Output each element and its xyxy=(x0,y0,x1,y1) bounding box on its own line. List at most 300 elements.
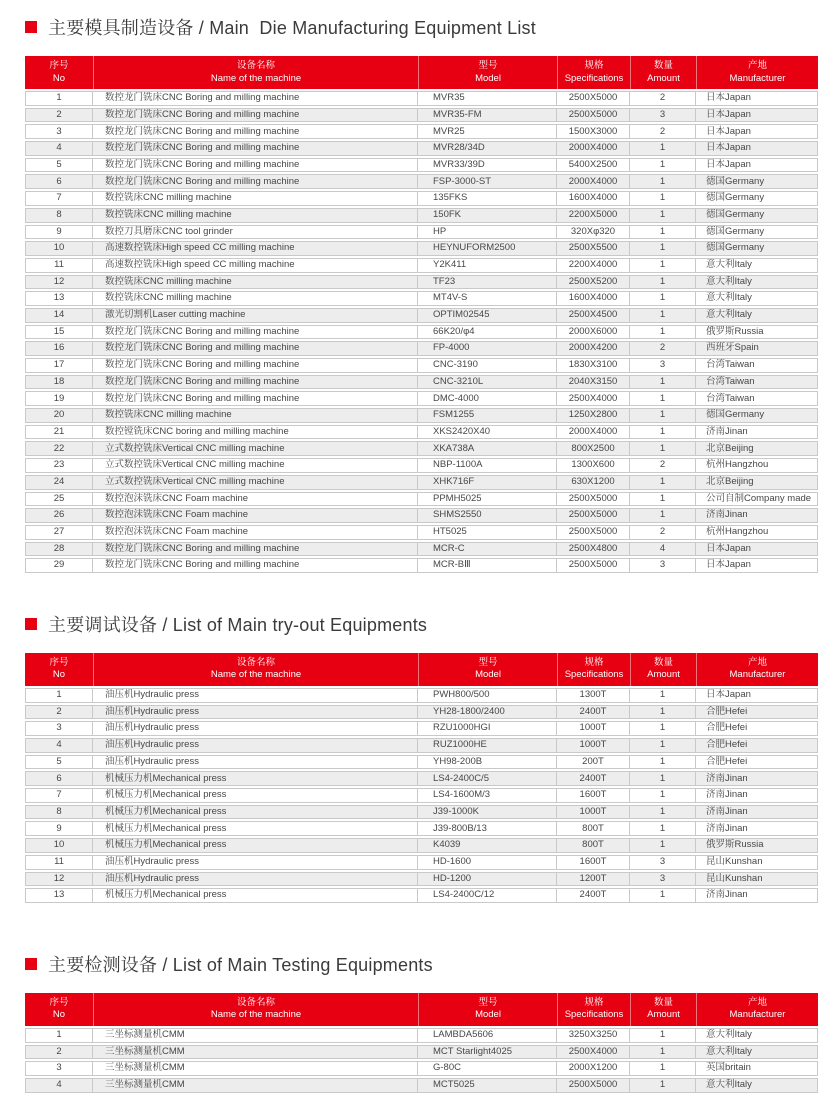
table-row xyxy=(25,525,818,540)
cell-name: 数控铣床CNC milling machine xyxy=(93,275,418,290)
cell-manufacturer: 台湾Taiwan xyxy=(696,391,818,406)
cell-amount: 1 xyxy=(630,755,696,770)
table-row xyxy=(25,108,818,123)
red-square-bullet-icon xyxy=(25,21,37,33)
cell-no: 6 xyxy=(25,771,93,786)
cell-no: 24 xyxy=(25,475,93,490)
table-row xyxy=(25,1045,818,1060)
cell-model: HD-1200 xyxy=(418,872,557,887)
table-row xyxy=(25,1078,818,1093)
cell-specifications: 1600T xyxy=(557,855,630,870)
cell-model: MCR-C xyxy=(418,542,557,557)
cell-amount: 1 xyxy=(630,375,696,390)
cell-name: 立式数控铣床Vertical CNC milling machine xyxy=(93,458,418,473)
cell-amount: 1 xyxy=(630,738,696,753)
cell-manufacturer: 济南Jinan xyxy=(696,425,818,440)
cell-amount: 1 xyxy=(630,391,696,406)
cell-manufacturer: 德国Germany xyxy=(696,208,818,223)
table-row xyxy=(25,308,818,323)
cell-no: 13 xyxy=(25,888,93,903)
cell-name: 机械压力机Mechanical press xyxy=(93,805,418,820)
red-square-bullet-icon xyxy=(25,618,37,630)
cell-amount: 1 xyxy=(630,492,696,507)
table-row xyxy=(25,508,818,523)
cell-manufacturer: 意大利Italy xyxy=(696,1028,818,1043)
cell-no: 26 xyxy=(25,508,93,523)
cell-specifications: 1000T xyxy=(557,721,630,736)
column-header-amount: 数量 Amount xyxy=(630,653,696,686)
cell-specifications: 1830X3100 xyxy=(557,358,630,373)
cell-no: 11 xyxy=(25,855,93,870)
cell-specifications: 2000X4200 xyxy=(557,341,630,356)
cell-no: 21 xyxy=(25,425,93,440)
cell-no: 2 xyxy=(25,705,93,720)
cell-specifications: 1300T xyxy=(557,688,630,703)
cell-specifications: 2500X5000 xyxy=(557,558,630,573)
table-row xyxy=(25,805,818,820)
cell-specifications: 200T xyxy=(557,755,630,770)
cell-amount: 2 xyxy=(630,124,696,139)
cell-manufacturer: 昆山Kunshan xyxy=(696,855,818,870)
cell-no: 8 xyxy=(25,805,93,820)
cell-amount: 1 xyxy=(630,688,696,703)
cell-name: 数控铣床CNC milling machine xyxy=(93,208,418,223)
cell-manufacturer: 俄罗斯Russia xyxy=(696,325,818,340)
cell-specifications: 2500X5000 xyxy=(557,508,630,523)
cell-model: MVR28/34D xyxy=(418,141,557,156)
cell-specifications: 800T xyxy=(557,821,630,836)
cell-model: PPMH5025 xyxy=(418,492,557,507)
cell-model: LS4-2400C/12 xyxy=(418,888,557,903)
cell-name: 立式数控铣床Vertical CNC milling machine xyxy=(93,441,418,456)
cell-amount: 1 xyxy=(630,308,696,323)
cell-amount: 1 xyxy=(630,425,696,440)
table-row xyxy=(25,1061,818,1076)
cell-no: 3 xyxy=(25,721,93,736)
cell-specifications: 1600X4000 xyxy=(557,291,630,306)
cell-amount: 3 xyxy=(630,855,696,870)
cell-specifications: 2500X4500 xyxy=(557,308,630,323)
cell-model: DMC-4000 xyxy=(418,391,557,406)
table-row xyxy=(25,358,818,373)
table-row xyxy=(25,441,818,456)
cell-amount: 1 xyxy=(630,788,696,803)
table-row xyxy=(25,141,818,156)
cell-amount: 1 xyxy=(630,258,696,273)
cell-model: MCT Starlight4025 xyxy=(418,1045,557,1060)
column-header-model: 型号 Model xyxy=(418,56,557,89)
cell-model: CNC-3210L xyxy=(418,375,557,390)
cell-no: 10 xyxy=(25,838,93,853)
cell-manufacturer: 德国Germany xyxy=(696,241,818,256)
cell-amount: 1 xyxy=(630,441,696,456)
cell-model: HEYNUFORM2500 xyxy=(418,241,557,256)
cell-specifications: 2500X5000 xyxy=(557,492,630,507)
cell-specifications: 630X1200 xyxy=(557,475,630,490)
cell-specifications: 2500X5000 xyxy=(557,1078,630,1093)
cell-no: 5 xyxy=(25,158,93,173)
cell-name: 数控龙门铣床CNC Boring and milling machine xyxy=(93,141,418,156)
cell-specifications: 2400T xyxy=(557,888,630,903)
table-header-row xyxy=(25,993,818,1026)
table-row xyxy=(25,888,818,903)
cell-model: MCR-BⅢ xyxy=(418,558,557,573)
cell-model: HD-1600 xyxy=(418,855,557,870)
cell-no: 8 xyxy=(25,208,93,223)
cell-name: 数控龙门铣床CNC Boring and milling machine xyxy=(93,358,418,373)
cell-no: 7 xyxy=(25,788,93,803)
cell-specifications: 800T xyxy=(557,838,630,853)
cell-manufacturer: 日本Japan xyxy=(696,141,818,156)
column-header-specifications: 规格 Specifications xyxy=(557,56,630,89)
cell-specifications: 2500X5500 xyxy=(557,241,630,256)
cell-model: MVR25 xyxy=(418,124,557,139)
cell-amount: 1 xyxy=(630,225,696,240)
cell-manufacturer: 日本Japan xyxy=(696,158,818,173)
cell-no: 17 xyxy=(25,358,93,373)
cell-specifications: 3250X3250 xyxy=(557,1028,630,1043)
cell-name: 数控龙门铣床CNC Boring and milling machine xyxy=(93,174,418,189)
cell-no: 1 xyxy=(25,688,93,703)
cell-specifications: 2500X4000 xyxy=(557,1045,630,1060)
cell-no: 9 xyxy=(25,225,93,240)
cell-amount: 1 xyxy=(630,1028,696,1043)
cell-specifications: 1300X600 xyxy=(557,458,630,473)
cell-no: 18 xyxy=(25,375,93,390)
cell-manufacturer: 德国Germany xyxy=(696,408,818,423)
table-row xyxy=(25,191,818,206)
cell-model: MT4V-S xyxy=(418,291,557,306)
cell-manufacturer: 济南Jinan xyxy=(696,805,818,820)
cell-name: 数控铣床CNC milling machine xyxy=(93,408,418,423)
table-header-row xyxy=(25,653,818,686)
cell-specifications: 1000T xyxy=(557,805,630,820)
cell-amount: 3 xyxy=(630,558,696,573)
cell-amount: 1 xyxy=(630,325,696,340)
cell-amount: 2 xyxy=(630,91,696,106)
section-testing xyxy=(25,951,818,1095)
cell-name: 三坐标测量机CMM xyxy=(93,1028,418,1043)
cell-manufacturer: 合肥Hefei xyxy=(696,738,818,753)
cell-amount: 1 xyxy=(630,1061,696,1076)
cell-specifications: 2200X4000 xyxy=(557,258,630,273)
cell-specifications: 2000X4000 xyxy=(557,425,630,440)
table-row xyxy=(25,225,818,240)
cell-name: 数控龙门铣床CNC Boring and milling machine xyxy=(93,558,418,573)
column-header-no: 序号 No xyxy=(25,993,93,1026)
cell-amount: 2 xyxy=(630,341,696,356)
section-header xyxy=(25,951,818,977)
cell-amount: 1 xyxy=(630,821,696,836)
column-header-model: 型号 Model xyxy=(418,653,557,686)
cell-no: 22 xyxy=(25,441,93,456)
cell-amount: 1 xyxy=(630,475,696,490)
cell-model: K4039 xyxy=(418,838,557,853)
try-out-table xyxy=(25,651,818,905)
cell-amount: 3 xyxy=(630,872,696,887)
cell-name: 油压机Hydraulic press xyxy=(93,721,418,736)
cell-specifications: 1600T xyxy=(557,788,630,803)
cell-model: G-80C xyxy=(418,1061,557,1076)
cell-name: 数控铣床CNC milling machine xyxy=(93,291,418,306)
table-row xyxy=(25,124,818,139)
section-title: 主要检测设备 / List of Main Testing Equipments xyxy=(48,954,433,975)
cell-no: 23 xyxy=(25,458,93,473)
table-row xyxy=(25,208,818,223)
cell-name: 数控镗铣床CNC boring and milling machine xyxy=(93,425,418,440)
cell-model: CNC-3190 xyxy=(418,358,557,373)
cell-name: 数控龙门铣床CNC Boring and milling machine xyxy=(93,391,418,406)
cell-specifications: 800X2500 xyxy=(557,441,630,456)
cell-no: 28 xyxy=(25,542,93,557)
cell-model: YH28-1800/2400 xyxy=(418,705,557,720)
cell-manufacturer: 意大利Italy xyxy=(696,258,818,273)
cell-specifications: 2000X4000 xyxy=(557,174,630,189)
cell-name: 数控铣床CNC milling machine xyxy=(93,191,418,206)
cell-specifications: 2000X4000 xyxy=(557,141,630,156)
cell-model: FSM1255 xyxy=(418,408,557,423)
cell-model: MVR35-FM xyxy=(418,108,557,123)
table-row xyxy=(25,855,818,870)
cell-no: 15 xyxy=(25,325,93,340)
cell-name: 数控泡沫铣床CNC Foam machine xyxy=(93,492,418,507)
cell-specifications: 320Xφ320 xyxy=(557,225,630,240)
cell-no: 14 xyxy=(25,308,93,323)
column-header-manufacturer: 产地 Manufacturer xyxy=(696,653,818,686)
cell-specifications: 2500X5000 xyxy=(557,525,630,540)
cell-specifications: 2040X3150 xyxy=(557,375,630,390)
cell-manufacturer: 北京Beijing xyxy=(696,475,818,490)
cell-name: 数控刀具磨床CNC tool grinder xyxy=(93,225,418,240)
cell-name: 油压机Hydraulic press xyxy=(93,855,418,870)
cell-no: 16 xyxy=(25,341,93,356)
cell-model: HT5025 xyxy=(418,525,557,540)
cell-name: 数控泡沫铣床CNC Foam machine xyxy=(93,525,418,540)
cell-manufacturer: 日本Japan xyxy=(696,108,818,123)
cell-name: 数控龙门铣床CNC Boring and milling machine xyxy=(93,542,418,557)
cell-amount: 1 xyxy=(630,721,696,736)
column-header-manufacturer: 产地 Manufacturer xyxy=(696,993,818,1026)
cell-specifications: 2500X5000 xyxy=(557,91,630,106)
cell-no: 6 xyxy=(25,174,93,189)
cell-manufacturer: 日本Japan xyxy=(696,542,818,557)
section-die-manufacturing xyxy=(25,0,818,575)
testing-table xyxy=(25,991,818,1095)
cell-manufacturer: 西班牙Spain xyxy=(696,341,818,356)
table-row xyxy=(25,838,818,853)
cell-manufacturer: 日本Japan xyxy=(696,124,818,139)
cell-name: 数控龙门铣床CNC Boring and milling machine xyxy=(93,124,418,139)
die-manufacturing-table xyxy=(25,54,818,575)
cell-amount: 1 xyxy=(630,805,696,820)
cell-manufacturer: 意大利Italy xyxy=(696,275,818,290)
cell-manufacturer: 济南Jinan xyxy=(696,771,818,786)
cell-amount: 1 xyxy=(630,191,696,206)
table-row xyxy=(25,158,818,173)
column-header-name-of-the-machine: 设备名称 Name of the machine xyxy=(93,653,418,686)
cell-no: 12 xyxy=(25,872,93,887)
cell-specifications: 1250X2800 xyxy=(557,408,630,423)
cell-model: LAMBDA5606 xyxy=(418,1028,557,1043)
column-header-amount: 数量 Amount xyxy=(630,993,696,1026)
table-row xyxy=(25,291,818,306)
table-row xyxy=(25,258,818,273)
cell-specifications: 2500X5200 xyxy=(557,275,630,290)
cell-specifications: 1200T xyxy=(557,872,630,887)
cell-no: 19 xyxy=(25,391,93,406)
cell-amount: 1 xyxy=(630,408,696,423)
table-row xyxy=(25,375,818,390)
cell-manufacturer: 日本Japan xyxy=(696,688,818,703)
cell-model: XKS2420X40 xyxy=(418,425,557,440)
cell-amount: 1 xyxy=(630,508,696,523)
cell-amount: 1 xyxy=(630,1078,696,1093)
column-header-amount: 数量 Amount xyxy=(630,56,696,89)
table-row xyxy=(25,174,818,189)
table-row xyxy=(25,391,818,406)
cell-model: XKA738A xyxy=(418,441,557,456)
cell-name: 油压机Hydraulic press xyxy=(93,755,418,770)
cell-model: TF23 xyxy=(418,275,557,290)
cell-manufacturer: 北京Beijing xyxy=(696,441,818,456)
table-row xyxy=(25,688,818,703)
column-header-no: 序号 No xyxy=(25,56,93,89)
cell-model: 66K20/φ4 xyxy=(418,325,557,340)
cell-model: XHK716F xyxy=(418,475,557,490)
cell-manufacturer: 台湾Taiwan xyxy=(696,375,818,390)
cell-name: 机械压力机Mechanical press xyxy=(93,788,418,803)
cell-no: 9 xyxy=(25,821,93,836)
cell-specifications: 2200X5000 xyxy=(557,208,630,223)
column-header-no: 序号 No xyxy=(25,653,93,686)
table-row xyxy=(25,275,818,290)
cell-no: 4 xyxy=(25,141,93,156)
cell-manufacturer: 德国Germany xyxy=(696,174,818,189)
table-row xyxy=(25,821,818,836)
cell-amount: 1 xyxy=(630,275,696,290)
cell-amount: 1 xyxy=(630,141,696,156)
cell-manufacturer: 公司自制Company made xyxy=(696,492,818,507)
cell-manufacturer: 昆山Kunshan xyxy=(696,872,818,887)
cell-manufacturer: 意大利Italy xyxy=(696,1078,818,1093)
cell-no: 4 xyxy=(25,738,93,753)
cell-model: MVR33/39D xyxy=(418,158,557,173)
cell-no: 3 xyxy=(25,1061,93,1076)
cell-name: 数控龙门铣床CNC Boring and milling machine xyxy=(93,325,418,340)
cell-manufacturer: 台湾Taiwan xyxy=(696,358,818,373)
cell-no: 2 xyxy=(25,1045,93,1060)
cell-no: 7 xyxy=(25,191,93,206)
table-row xyxy=(25,771,818,786)
cell-model: 135FKS xyxy=(418,191,557,206)
cell-manufacturer: 英国britain xyxy=(696,1061,818,1076)
cell-amount: 3 xyxy=(630,358,696,373)
cell-model: 150FK xyxy=(418,208,557,223)
cell-model: PWH800/500 xyxy=(418,688,557,703)
column-header-manufacturer: 产地 Manufacturer xyxy=(696,56,818,89)
cell-amount: 3 xyxy=(630,108,696,123)
table-row xyxy=(25,91,818,106)
cell-name: 数控龙门铣床CNC Boring and milling machine xyxy=(93,375,418,390)
table-row xyxy=(25,542,818,557)
section-try-out xyxy=(25,611,818,905)
cell-manufacturer: 合肥Hefei xyxy=(696,705,818,720)
cell-amount: 1 xyxy=(630,208,696,223)
table-row xyxy=(25,558,818,573)
cell-model: RZU1000HGI xyxy=(418,721,557,736)
cell-no: 4 xyxy=(25,1078,93,1093)
cell-no: 10 xyxy=(25,241,93,256)
cell-name: 机械压力机Mechanical press xyxy=(93,838,418,853)
cell-specifications: 1000T xyxy=(557,738,630,753)
cell-amount: 2 xyxy=(630,458,696,473)
table-header-row xyxy=(25,56,818,89)
cell-no: 3 xyxy=(25,124,93,139)
cell-amount: 1 xyxy=(630,888,696,903)
cell-no: 2 xyxy=(25,108,93,123)
table-row xyxy=(25,425,818,440)
cell-model: LS4-2400C/5 xyxy=(418,771,557,786)
section-header xyxy=(25,14,818,40)
table-row xyxy=(25,325,818,340)
cell-specifications: 2500X4000 xyxy=(557,391,630,406)
cell-name: 三坐标测量机CMM xyxy=(93,1061,418,1076)
cell-no: 1 xyxy=(25,1028,93,1043)
cell-manufacturer: 合肥Hefei xyxy=(696,755,818,770)
cell-manufacturer: 日本Japan xyxy=(696,558,818,573)
cell-name: 油压机Hydraulic press xyxy=(93,688,418,703)
cell-specifications: 2000X6000 xyxy=(557,325,630,340)
cell-manufacturer: 俄罗斯Russia xyxy=(696,838,818,853)
cell-amount: 1 xyxy=(630,771,696,786)
table-row xyxy=(25,341,818,356)
cell-manufacturer: 济南Jinan xyxy=(696,788,818,803)
cell-name: 机械压力机Mechanical press xyxy=(93,821,418,836)
cell-no: 27 xyxy=(25,525,93,540)
cell-no: 12 xyxy=(25,275,93,290)
section-header xyxy=(25,611,818,637)
cell-amount: 1 xyxy=(630,158,696,173)
cell-name: 立式数控铣床Vertical CNC milling machine xyxy=(93,475,418,490)
cell-model: OPTIM02545 xyxy=(418,308,557,323)
cell-model: MVR35 xyxy=(418,91,557,106)
cell-no: 20 xyxy=(25,408,93,423)
cell-manufacturer: 合肥Hefei xyxy=(696,721,818,736)
cell-specifications: 1600X4000 xyxy=(557,191,630,206)
cell-amount: 1 xyxy=(630,174,696,189)
column-header-specifications: 规格 Specifications xyxy=(557,993,630,1026)
cell-model: SHMS2550 xyxy=(418,508,557,523)
column-header-name-of-the-machine: 设备名称 Name of the machine xyxy=(93,993,418,1026)
cell-model: J39-1000K xyxy=(418,805,557,820)
cell-amount: 1 xyxy=(630,1045,696,1060)
cell-manufacturer: 济南Jinan xyxy=(696,888,818,903)
table-row xyxy=(25,705,818,720)
cell-model: RUZ1000HE xyxy=(418,738,557,753)
cell-no: 13 xyxy=(25,291,93,306)
cell-model: HP xyxy=(418,225,557,240)
cell-no: 11 xyxy=(25,258,93,273)
column-header-model: 型号 Model xyxy=(418,993,557,1026)
red-square-bullet-icon xyxy=(25,958,37,970)
cell-specifications: 2400T xyxy=(557,771,630,786)
column-header-specifications: 规格 Specifications xyxy=(557,653,630,686)
cell-name: 数控龙门铣床CNC Boring and milling machine xyxy=(93,341,418,356)
cell-model: FP-4000 xyxy=(418,341,557,356)
table-row xyxy=(25,788,818,803)
column-header-name-of-the-machine: 设备名称 Name of the machine xyxy=(93,56,418,89)
cell-model: MCT5025 xyxy=(418,1078,557,1093)
